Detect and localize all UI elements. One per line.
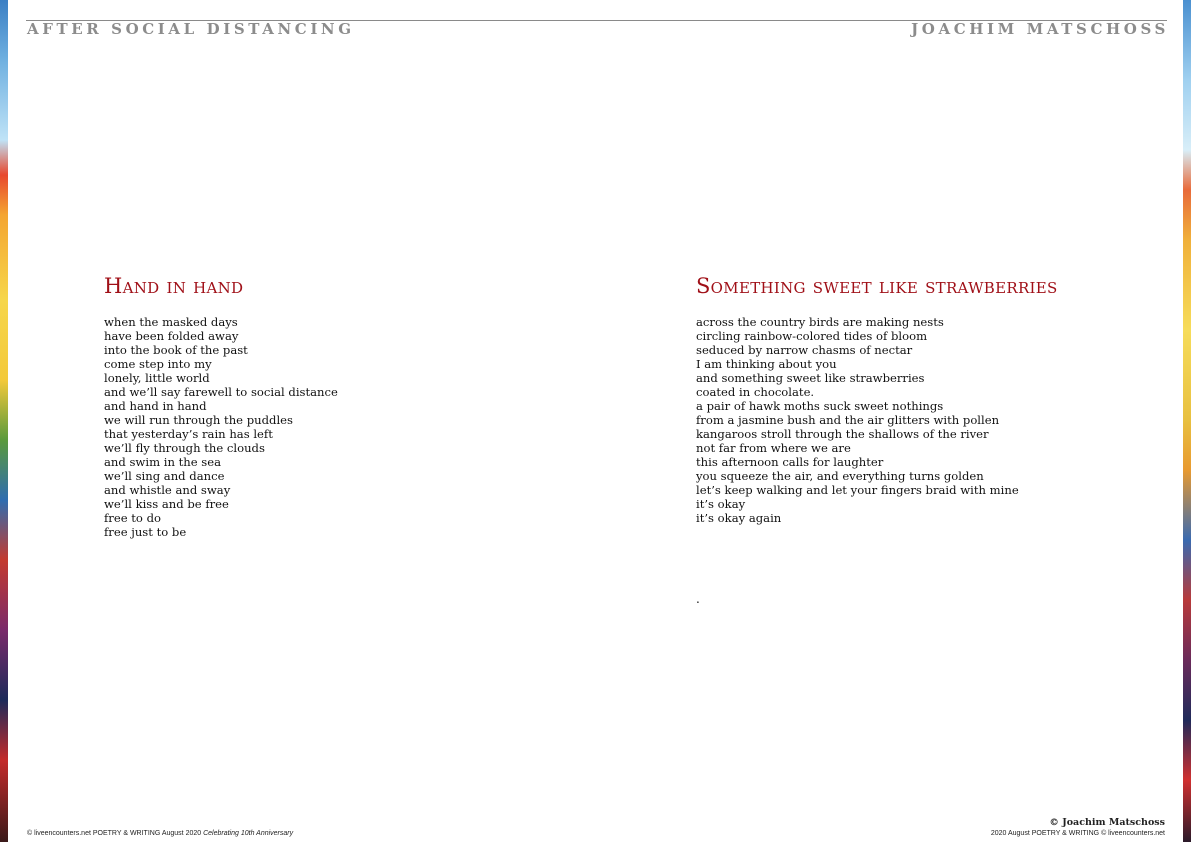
- poem-line: seduced by narrow chasms of nectar: [696, 343, 913, 357]
- footer-right: [991, 817, 1165, 837]
- poem-line: and we’ll say farewell to social distance: [104, 385, 338, 399]
- author-copyright: © Joachim Matschoss: [1049, 817, 1165, 828]
- poem-line: across the country birds are making nests: [696, 315, 944, 329]
- footer-issue: 2020 August POETRY & WRITING © liveencounters.net: [990, 830, 1165, 837]
- poem-line: you squeeze the air, and everything turns golden: [696, 469, 984, 483]
- poem-line: we’ll sing and dance: [104, 469, 225, 483]
- left-edge-artwork: [0, 0, 8, 842]
- poem-line: from a jasmine bush and the air glitters with pollen: [696, 413, 1000, 427]
- poem-line: this afternoon calls for laughter: [696, 455, 884, 469]
- poem-lines: [104, 315, 338, 539]
- footer-anniversary: Celebrating 10th Anniversary: [203, 830, 294, 837]
- poem-line: that yesterday’s rain has left: [104, 427, 273, 441]
- poem-line: not far from where we are: [696, 441, 851, 455]
- poem-line: we’ll kiss and be free: [104, 497, 229, 511]
- poem-line: and whistle and sway: [104, 483, 231, 497]
- poem-line: and something sweet like strawberries: [696, 371, 925, 385]
- poem-line: and hand in hand: [104, 399, 207, 413]
- poem-line: free to do: [104, 511, 161, 525]
- poem-line: we will run through the puddles: [104, 413, 293, 427]
- poem-line: let’s keep walking and let your fingers braid with mine: [696, 483, 1019, 497]
- poem-line: circling rainbow-colored tides of bloom: [696, 329, 928, 343]
- poem-line: have been folded away: [104, 329, 239, 343]
- poem-line: into the book of the past: [104, 343, 248, 357]
- poem-title: Something sweet like strawberries: [696, 274, 1058, 298]
- footer-publication: © liveencounters.net POETRY & WRITING August 2020: [27, 830, 204, 837]
- poem-title: Hand in hand: [104, 274, 244, 298]
- poem-line: we’ll fly through the clouds: [104, 441, 265, 455]
- poem-lines: [696, 315, 1058, 525]
- poem-hand-in-hand: [104, 273, 338, 539]
- poem-line: a pair of hawk moths suck sweet nothings: [696, 399, 944, 413]
- running-head-author: JOACHIM MATSCHOSS: [911, 20, 1169, 38]
- poem-line: it’s okay again: [696, 511, 782, 525]
- trailing-period: .: [696, 592, 700, 606]
- poem-line: when the masked days: [104, 315, 238, 329]
- footer-left: [27, 830, 293, 837]
- right-edge-artwork: [1183, 0, 1191, 842]
- poem-line: it’s okay: [696, 497, 746, 511]
- running-head-section: AFTER SOCIAL DISTANCING: [27, 20, 355, 38]
- poem-something-sweet: [696, 273, 1058, 525]
- poem-line: free just to be: [104, 525, 187, 539]
- poem-line: and swim in the sea: [104, 455, 222, 469]
- poem-line: kangaroos stroll through the shallows of the river: [696, 427, 989, 441]
- poem-line: lonely, little world: [104, 371, 210, 385]
- poem-line: I am thinking about you: [696, 357, 837, 371]
- poem-line: come step into my: [104, 357, 212, 371]
- poem-line: coated in chocolate.: [696, 385, 815, 399]
